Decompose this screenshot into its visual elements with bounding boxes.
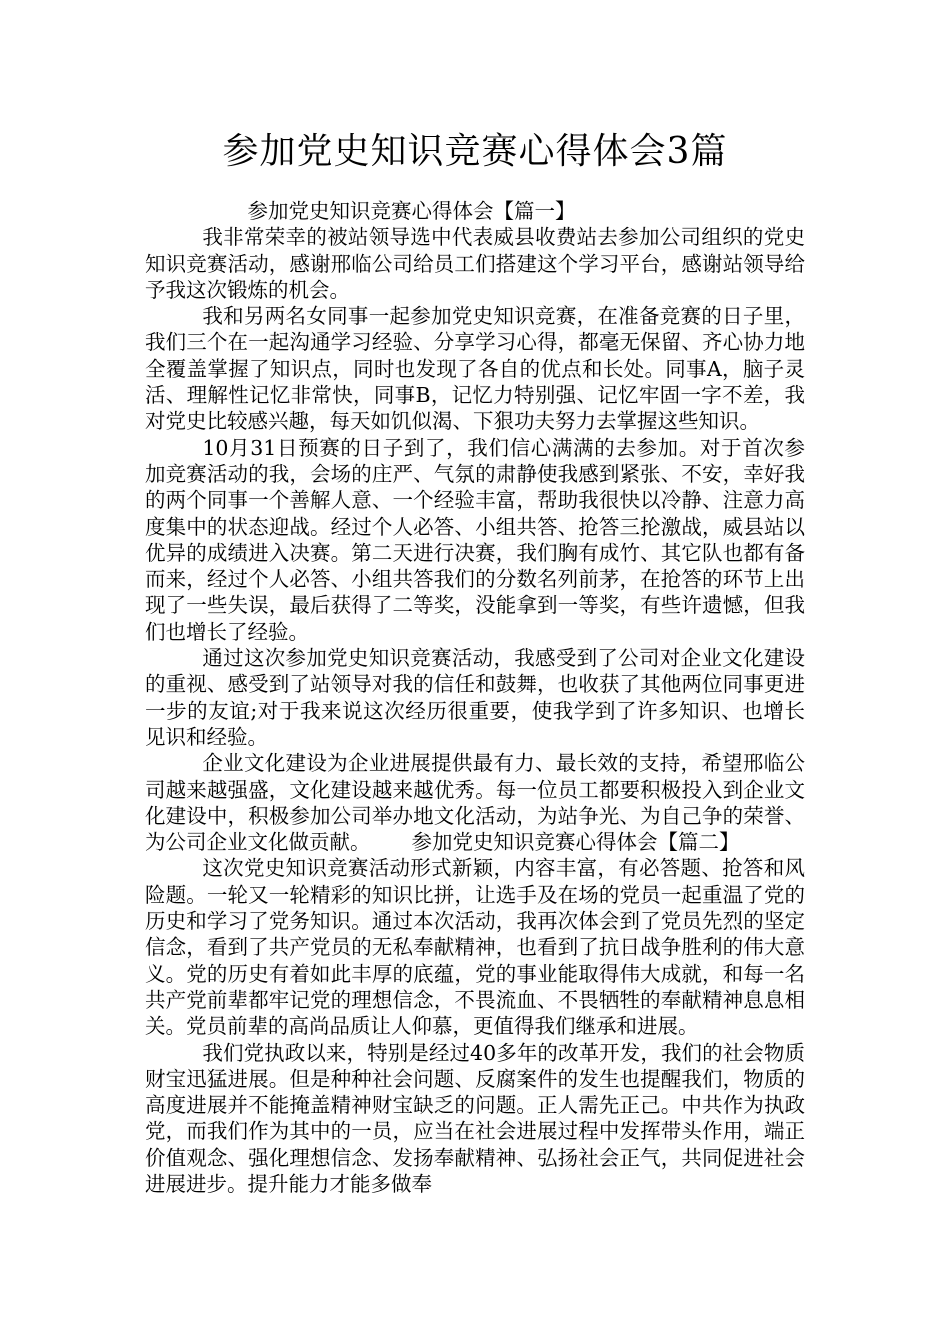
paragraph: 10月31日预赛的日子到了，我们信心满满的去参加。对于首次参加竞赛活动的我，会场的庄严、气氛的肃静使我感到紧张、不安，幸好我的两个同事一个善解人意、一个经验丰富，帮助我很快以冷静、注意力高度集中的状态迎战。经过个人必答、小组共答、抢答三抡激战，威县站以优异的成绩进入决赛。第二天进行决赛，我们胸有成竹、其它队也都有备而来，经过个人必答、小组共答我们的分数名列前茅，在抢答的环节上出现了一些失误，最后获得了二等奖，没能拿到一等奖，有些许遗憾，但我们也增长了经验。 bbox=[145, 435, 805, 644]
paragraph: 我非常荣幸的被站领导选中代表威县收费站去参加公司组织的党史知识竞赛活动，感谢邢临公司给员工们搭建这个学习平台，感谢站领导给予我这次锻炼的机会。 bbox=[145, 225, 805, 302]
paragraph: 这次党史知识竞赛活动形式新颖，内容丰富，有必答题、抢答和风险题。一轮又一轮精彩的知识比拼，让选手及在场的党员一起重温了党的历史和学习了党务知识。通过本次活动，我再次体会到了党员先烈的坚定信念，看到了共产党员的无私奉献精神，也看到了抗日战争胜利的伟大意义。党的历史有着如此丰厚的底蕴，党的事业能取得伟大成就，和每一名共产党前辈都牢记党的理想信念，不畏流血、不畏牺牲的奉献精神息息相关。党员前辈的高尚品质让人仰慕，更值得我们继承和进展。 bbox=[145, 856, 805, 1039]
section-heading-2: 参加党史知识竞赛心得体会【篇二】 bbox=[411, 830, 740, 855]
paragraph-with-inline-heading bbox=[145, 750, 805, 855]
paragraph-text: 企业文化建设为企业进展提供最有力、最长效的支持，希望邢临公司越来越强盛，文化建设越来越优秀。每一位员工都要积极投入到企业文化建设中，积极参加公司举办地文化活动，为站争光、为自己争的荣誉、为公司企业文化做贡献。 bbox=[145, 751, 805, 855]
paragraph: 我们党执政以来，特别是经过40多年的改革开发，我们的社会物质财宝迅猛进展。但是种种社会问题、反腐案件的发生也提醒我们，物质的高度进展并不能掩盖精神财宝缺乏的问题。正人需先正己。中共作为执政党，而我们作为其中的一员，应当在社会进展过程中发挥带头作用，端正价值观念、强化理想信念、发扬奉献精神、弘扬社会正气，共同促进社会进展进步。提升能力才能多做奉 bbox=[145, 1040, 805, 1196]
section-heading-1: 参加党史知识竞赛心得体会【篇一】 bbox=[247, 199, 576, 223]
document-body bbox=[145, 198, 805, 1197]
document-title: 参加党史知识竞赛心得体会3篇 bbox=[222, 131, 728, 172]
paragraph: 我和另两名女同事一起参加党史知识竞赛，在准备竞赛的日子里，我们三个在一起沟通学习经验、分享学习心得，都毫无保留、齐心协力地全覆盖掌握了知识点，同时也发现了各自的优点和长处。同事A，脑子灵活、理解性记忆非常快，同事B，记忆力特别强、记忆牢固一字不差，我对党史比较感兴趣，每天如饥似渴、下狠功夫努力去掌握这些知识。 bbox=[145, 304, 805, 434]
paragraph: 通过这次参加党史知识竞赛活动，我感受到了公司对企业文化建设的重视、感受到了站领导对我的信任和鼓舞，也收获了其他两位同事更进一步的友谊;对于我来说这次经历很重要，使我学到了许多知识、也增长见识和经验。 bbox=[145, 646, 805, 749]
